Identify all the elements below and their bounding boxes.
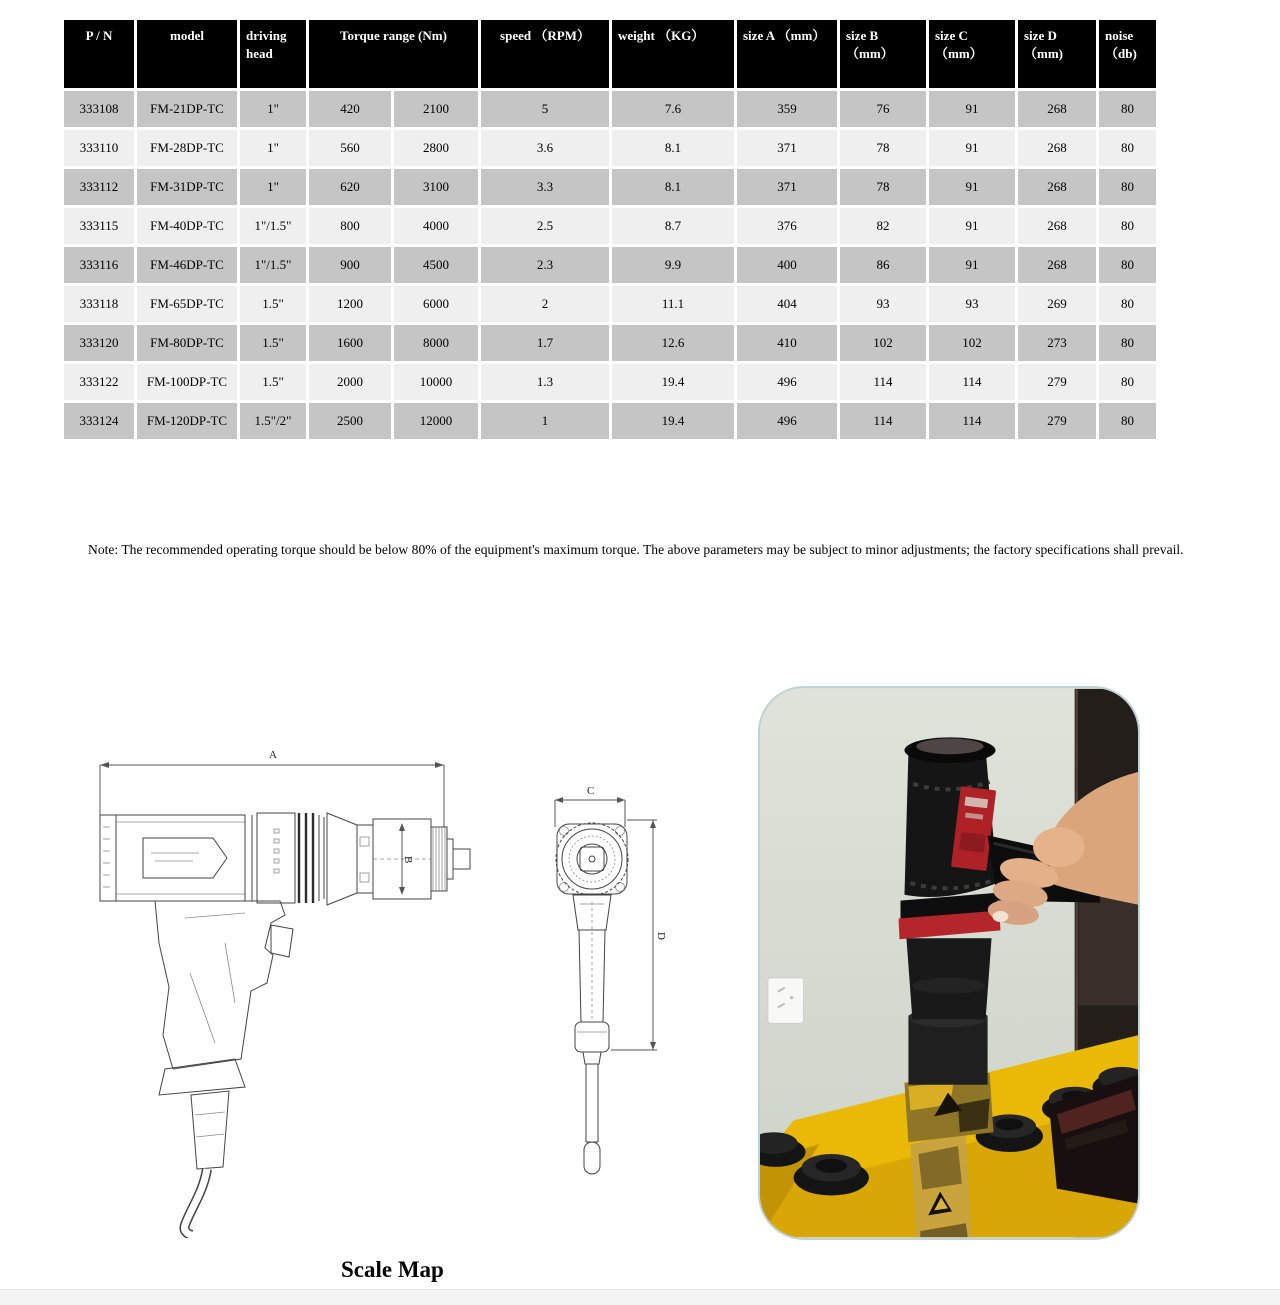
front-view-drawing bbox=[533, 782, 685, 1186]
table-cell: 371 bbox=[737, 130, 837, 166]
col-header-size-b: size B （mm） bbox=[840, 20, 926, 88]
table-cell: 80 bbox=[1099, 364, 1156, 400]
table-cell: 900 bbox=[309, 247, 391, 283]
table-cell: FM-40DP-TC bbox=[137, 208, 237, 244]
table-cell: 333120 bbox=[64, 325, 134, 361]
table-cell: 2800 bbox=[394, 130, 478, 166]
table-cell: FM-31DP-TC bbox=[137, 169, 237, 205]
table-cell: 1.3 bbox=[481, 364, 609, 400]
table-cell: 80 bbox=[1099, 91, 1156, 127]
table-cell: 3100 bbox=[394, 169, 478, 205]
table-cell: 12.6 bbox=[612, 325, 734, 361]
table-cell: 80 bbox=[1099, 208, 1156, 244]
tool-body-outline bbox=[100, 813, 431, 905]
dim-d-label: D bbox=[655, 932, 667, 940]
table-cell: 268 bbox=[1018, 208, 1096, 244]
table-cell: 333110 bbox=[64, 130, 134, 166]
table-cell: 10000 bbox=[394, 364, 478, 400]
col-header-pn: P / N bbox=[64, 20, 134, 88]
dimension-c bbox=[555, 785, 625, 827]
product-photo-scene bbox=[760, 688, 1138, 1238]
table-cell: 1.5" bbox=[240, 325, 306, 361]
brand-logo-plate bbox=[143, 838, 227, 878]
col-header-torque-range: Torque range (Nm) bbox=[309, 20, 478, 88]
dim-c-label: C bbox=[587, 785, 595, 797]
table-cell: 1600 bbox=[309, 325, 391, 361]
table-cell: 333124 bbox=[64, 403, 134, 439]
table-cell: FM-100DP-TC bbox=[137, 364, 237, 400]
col-header-driving-head: driving head bbox=[240, 20, 306, 88]
table-cell: 2.5 bbox=[481, 208, 609, 244]
table-cell: 102 bbox=[840, 325, 926, 361]
dim-b-label: B bbox=[402, 856, 414, 864]
table-cell: 620 bbox=[309, 169, 391, 205]
table-cell: 5 bbox=[481, 91, 609, 127]
table-cell: 1"/1.5" bbox=[240, 208, 306, 244]
table-cell: 78 bbox=[840, 169, 926, 205]
table-cell: 273 bbox=[1018, 325, 1096, 361]
table-cell: 80 bbox=[1099, 247, 1156, 283]
table-cell: 800 bbox=[309, 208, 391, 244]
table-cell: 2500 bbox=[309, 403, 391, 439]
table-cell: 19.4 bbox=[612, 403, 734, 439]
table-cell: 80 bbox=[1099, 325, 1156, 361]
table-cell: 1" bbox=[240, 130, 306, 166]
table-cell: 279 bbox=[1018, 364, 1096, 400]
table-cell: 91 bbox=[929, 91, 1015, 127]
table-cell: 4500 bbox=[394, 247, 478, 283]
table-cell: 8000 bbox=[394, 325, 478, 361]
table-cell: 80 bbox=[1099, 286, 1156, 322]
table-cell: 76 bbox=[840, 91, 926, 127]
table-row bbox=[64, 364, 1156, 400]
table-cell: 333115 bbox=[64, 208, 134, 244]
table-cell: 496 bbox=[737, 403, 837, 439]
table-cell: 410 bbox=[737, 325, 837, 361]
table-cell: 2100 bbox=[394, 91, 478, 127]
table-cell: 80 bbox=[1099, 403, 1156, 439]
table-cell: 102 bbox=[929, 325, 1015, 361]
spec-table-body bbox=[64, 91, 1156, 439]
side-view-drawing bbox=[95, 743, 475, 1238]
table-cell: 1.5" bbox=[240, 364, 306, 400]
table-cell: 9.9 bbox=[612, 247, 734, 283]
table-cell: 8.1 bbox=[612, 130, 734, 166]
table-cell: 268 bbox=[1018, 130, 1096, 166]
spec-table-wrap bbox=[61, 17, 1159, 442]
table-cell: 78 bbox=[840, 130, 926, 166]
product-photo bbox=[758, 686, 1140, 1240]
table-cell: 8.1 bbox=[612, 169, 734, 205]
table-cell: 91 bbox=[929, 247, 1015, 283]
table-cell: FM-46DP-TC bbox=[137, 247, 237, 283]
table-cell: 3.6 bbox=[481, 130, 609, 166]
table-cell: 3.3 bbox=[481, 169, 609, 205]
table-cell: 268 bbox=[1018, 247, 1096, 283]
dim-a-label: A bbox=[269, 749, 277, 761]
table-cell: 114 bbox=[840, 364, 926, 400]
scale-map-title: Scale Map bbox=[341, 1257, 444, 1282]
table-cell: 400 bbox=[737, 247, 837, 283]
col-header-size-a: size A （mm） bbox=[737, 20, 837, 88]
table-cell: 8.7 bbox=[612, 208, 734, 244]
socket-adapter bbox=[904, 1008, 993, 1143]
table-cell: 114 bbox=[929, 364, 1015, 400]
table-cell: 91 bbox=[929, 169, 1015, 205]
front-head-outline bbox=[556, 823, 628, 895]
spline-and-drive bbox=[431, 827, 470, 891]
table-cell: 1.5" bbox=[240, 286, 306, 322]
table-cell: 359 bbox=[737, 91, 837, 127]
table-cell: 7.6 bbox=[612, 91, 734, 127]
table-cell: 496 bbox=[737, 364, 837, 400]
table-cell: 4000 bbox=[394, 208, 478, 244]
table-cell: 268 bbox=[1018, 169, 1096, 205]
table-cell: 279 bbox=[1018, 403, 1096, 439]
table-cell: 93 bbox=[840, 286, 926, 322]
table-row bbox=[64, 91, 1156, 127]
table-cell: 1 bbox=[481, 403, 609, 439]
table-cell: 333116 bbox=[64, 247, 134, 283]
table-cell: 1" bbox=[240, 169, 306, 205]
table-cell: 11.1 bbox=[612, 286, 734, 322]
table-cell: 114 bbox=[840, 403, 926, 439]
table-cell: 268 bbox=[1018, 91, 1096, 127]
col-header-noise: noise （db) bbox=[1099, 20, 1156, 88]
table-cell: 333108 bbox=[64, 91, 134, 127]
table-cell: 333122 bbox=[64, 364, 134, 400]
reaction-arm bbox=[910, 1132, 971, 1237]
note-text: Note: The recommended operating torque should be below 80% of the equipment's maximum torque. The above parameters may be subject to minor adjustments; the factory specifications shall prevail. bbox=[88, 541, 1184, 557]
table-cell: 1.7 bbox=[481, 325, 609, 361]
table-cell: FM-80DP-TC bbox=[137, 325, 237, 361]
table-cell: 91 bbox=[929, 130, 1015, 166]
handle-outline bbox=[155, 901, 293, 1235]
col-header-model: model bbox=[137, 20, 237, 88]
spec-table bbox=[61, 17, 1159, 442]
table-row bbox=[64, 286, 1156, 322]
col-header-weight: weight （KG） bbox=[612, 20, 734, 88]
table-cell: 12000 bbox=[394, 403, 478, 439]
table-cell: 2 bbox=[481, 286, 609, 322]
dimension-d bbox=[611, 820, 667, 1050]
wall-outlet bbox=[768, 978, 804, 1024]
table-cell: 2.3 bbox=[481, 247, 609, 283]
table-cell: 376 bbox=[737, 208, 837, 244]
table-cell: 2000 bbox=[309, 364, 391, 400]
table-cell: 1200 bbox=[309, 286, 391, 322]
table-cell: 404 bbox=[737, 286, 837, 322]
col-header-size-d: size D （mm) bbox=[1018, 20, 1096, 88]
table-cell: FM-65DP-TC bbox=[137, 286, 237, 322]
table-header-row bbox=[64, 20, 1156, 88]
table-cell: FM-21DP-TC bbox=[137, 91, 237, 127]
col-header-size-c: size C （mm） bbox=[929, 20, 1015, 88]
table-cell: 1" bbox=[240, 91, 306, 127]
table-row bbox=[64, 403, 1156, 439]
table-row bbox=[64, 325, 1156, 361]
table-row bbox=[64, 247, 1156, 283]
table-cell: 86 bbox=[840, 247, 926, 283]
table-cell: 80 bbox=[1099, 169, 1156, 205]
front-handle-outline bbox=[573, 895, 611, 1174]
table-row bbox=[64, 169, 1156, 205]
table-cell: 371 bbox=[737, 169, 837, 205]
table-cell: 269 bbox=[1018, 286, 1096, 322]
table-cell: 333112 bbox=[64, 169, 134, 205]
table-row bbox=[64, 208, 1156, 244]
col-header-speed: speed （RPM） bbox=[481, 20, 609, 88]
table-cell: 6000 bbox=[394, 286, 478, 322]
table-cell: 1.5"/2" bbox=[240, 403, 306, 439]
table-cell: FM-120DP-TC bbox=[137, 403, 237, 439]
table-row bbox=[64, 130, 1156, 166]
table-cell: 333118 bbox=[64, 286, 134, 322]
table-cell: 114 bbox=[929, 403, 1015, 439]
bottom-strip bbox=[0, 1289, 1280, 1305]
table-cell: 19.4 bbox=[612, 364, 734, 400]
table-cell: 80 bbox=[1099, 130, 1156, 166]
table-cell: 91 bbox=[929, 208, 1015, 244]
table-cell: 93 bbox=[929, 286, 1015, 322]
table-cell: 560 bbox=[309, 130, 391, 166]
table-cell: 1"/1.5" bbox=[240, 247, 306, 283]
table-cell: 420 bbox=[309, 91, 391, 127]
table-cell: FM-28DP-TC bbox=[137, 130, 237, 166]
table-cell: 82 bbox=[840, 208, 926, 244]
